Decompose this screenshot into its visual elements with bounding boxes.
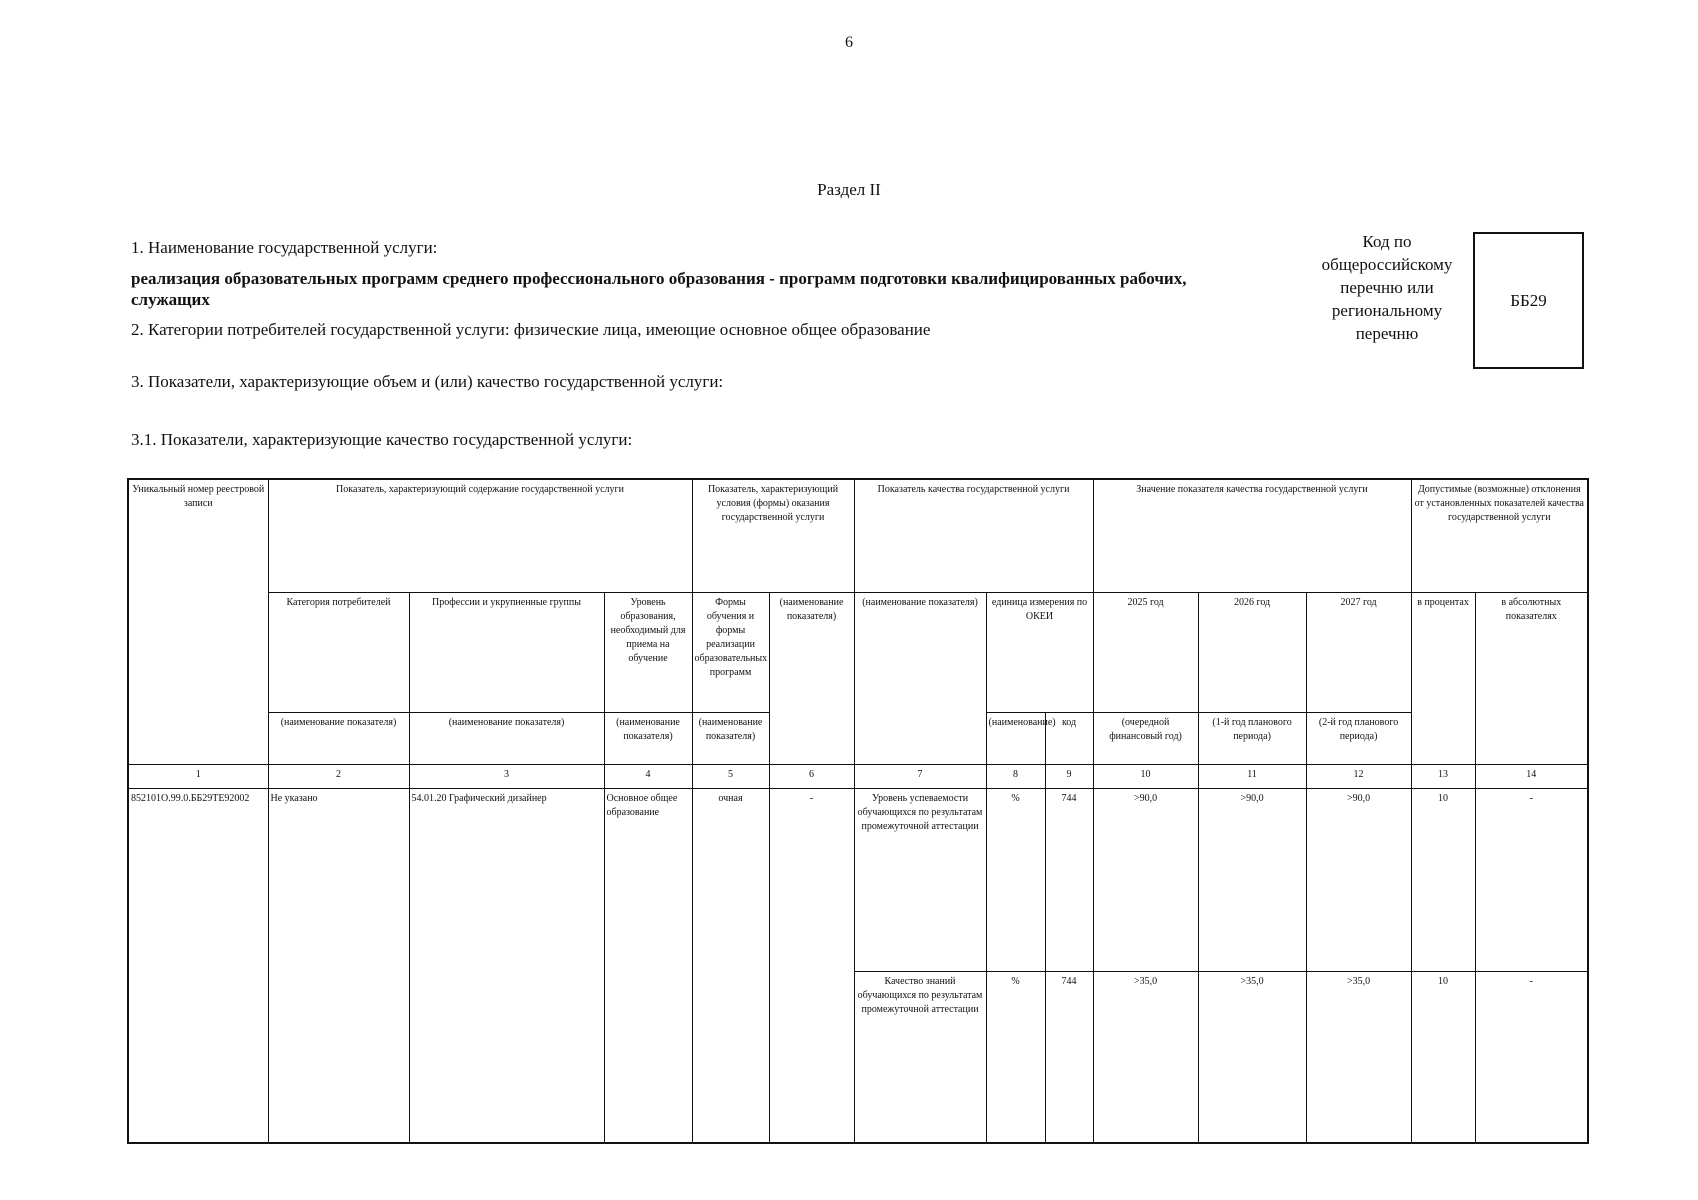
header-unit: единица измерения по ОКЕИ <box>986 592 1093 712</box>
unit-code-cell: 744 <box>1045 788 1093 971</box>
header-condition-name: (наименование показателя) <box>769 592 854 764</box>
subheader-category: (наименование показателя) <box>268 712 409 764</box>
page-number: 6 <box>845 34 853 51</box>
value-2025-cell: >90,0 <box>1093 788 1198 971</box>
quality-indicators-table <box>127 478 1589 1144</box>
header-quality: Показатель качества государственной услуги <box>854 479 1093 592</box>
subheader-forms: (наименование показателя) <box>692 712 769 764</box>
subheader-profession: (наименование показателя) <box>409 712 604 764</box>
value-2025-cell: >35,0 <box>1093 971 1198 1143</box>
service-name: реализация образовательных программ среднего профессионального образования - программ подготовки квалифицированных рабочих, служащих <box>131 269 1187 309</box>
code-value-box <box>1473 232 1584 369</box>
column-number: 1 <box>128 764 268 788</box>
subheader-year-2026: (1-й год планового периода) <box>1198 712 1306 764</box>
column-number: 9 <box>1045 764 1093 788</box>
header-absolute: в абсолютных показателях <box>1475 592 1588 764</box>
header-category: Категория потребителей <box>268 592 409 712</box>
column-number: 6 <box>769 764 854 788</box>
header-year-2025: 2025 год <box>1093 592 1198 712</box>
subheader-unit-code: код <box>1045 712 1093 764</box>
column-number: 13 <box>1411 764 1475 788</box>
column-number: 2 <box>268 764 409 788</box>
subheader-unit-name: (наименование) <box>986 712 1045 764</box>
value-2026-cell: >90,0 <box>1198 788 1306 971</box>
unit-code-cell: 744 <box>1045 971 1093 1143</box>
column-number: 7 <box>854 764 986 788</box>
header-conditions: Показатель, характеризующий условия (формы) оказания государственной услуги <box>692 479 854 592</box>
unit-cell: % <box>986 971 1045 1143</box>
column-number: 8 <box>986 764 1045 788</box>
unique-number-cell: 852101О.99.0.ББ29ТЕ92002 <box>128 788 268 1143</box>
deviation-percent-cell: 10 <box>1411 788 1475 971</box>
column-number: 11 <box>1198 764 1306 788</box>
column-number: 5 <box>692 764 769 788</box>
header-deviation: Допустимые (возможные) отклонения от установленных показателей качества государственной услуги <box>1411 479 1588 592</box>
header-year-2027: 2027 год <box>1306 592 1411 712</box>
column-number: 3 <box>409 764 604 788</box>
deviation-absolute-cell: - <box>1475 788 1588 971</box>
header-quality-name: (наименование показателя) <box>854 592 986 764</box>
column-number: 10 <box>1093 764 1198 788</box>
profession-cell: 54.01.20 Графический дизайнер <box>409 788 604 1143</box>
value-2027-cell: >90,0 <box>1306 788 1411 971</box>
service-name-label: 1. Наименование государственной услуги: <box>131 238 438 257</box>
subheader-year-2027: (2-й год планового периода) <box>1306 712 1411 764</box>
header-content: Показатель, характеризующий содержание государственной услуги <box>268 479 692 592</box>
unit-cell: % <box>986 788 1045 971</box>
deviation-absolute-cell: - <box>1475 971 1588 1143</box>
indicator-name-cell: Уровень успеваемости обучающихся по результатам промежуточной аттестации <box>854 788 986 971</box>
header-values: Значение показателя качества государственной услуги <box>1093 479 1411 592</box>
consumer-categories: 2. Категории потребителей государственной услуги: физические лица, имеющие основное общее образование <box>131 320 931 339</box>
header-forms: Формы обучения и формы реализации образовательных программ <box>692 592 769 712</box>
header-year-2026: 2026 год <box>1198 592 1306 712</box>
value-2026-cell: >35,0 <box>1198 971 1306 1143</box>
header-level: Уровень образования, необходимый для приема на обучение <box>604 592 692 712</box>
header-unique-number: Уникальный номер реестровой записи <box>128 479 268 764</box>
indicator-name-cell: Качество знаний обучающихся по результатам промежуточной аттестации <box>854 971 986 1143</box>
subheader-level: (наименование показателя) <box>604 712 692 764</box>
column-number: 12 <box>1306 764 1411 788</box>
form-cell: очная <box>692 788 769 1143</box>
header-percent: в процентах <box>1411 592 1475 764</box>
code-value: ББ29 <box>1510 290 1547 310</box>
code-label: Код по общероссийскому перечню или региональному перечню <box>1321 232 1453 343</box>
condition-name-cell: - <box>769 788 854 1143</box>
header-profession: Профессии и укрупненные группы <box>409 592 604 712</box>
category-cell: Не указано <box>268 788 409 1143</box>
deviation-percent-cell: 10 <box>1411 971 1475 1143</box>
section-title: Раздел II <box>817 180 881 199</box>
level-cell: Основное общее образование <box>604 788 692 1143</box>
indicators-heading: 3. Показатели, характеризующие объем и (или) качество государственной услуги: <box>131 372 724 391</box>
subheader-year-2025: (очередной финансовый год) <box>1093 712 1198 764</box>
value-2027-cell: >35,0 <box>1306 971 1411 1143</box>
column-number: 14 <box>1475 764 1588 788</box>
quality-indicators-heading: 3.1. Показатели, характеризующие качество государственной услуги: <box>131 430 633 449</box>
column-number: 4 <box>604 764 692 788</box>
